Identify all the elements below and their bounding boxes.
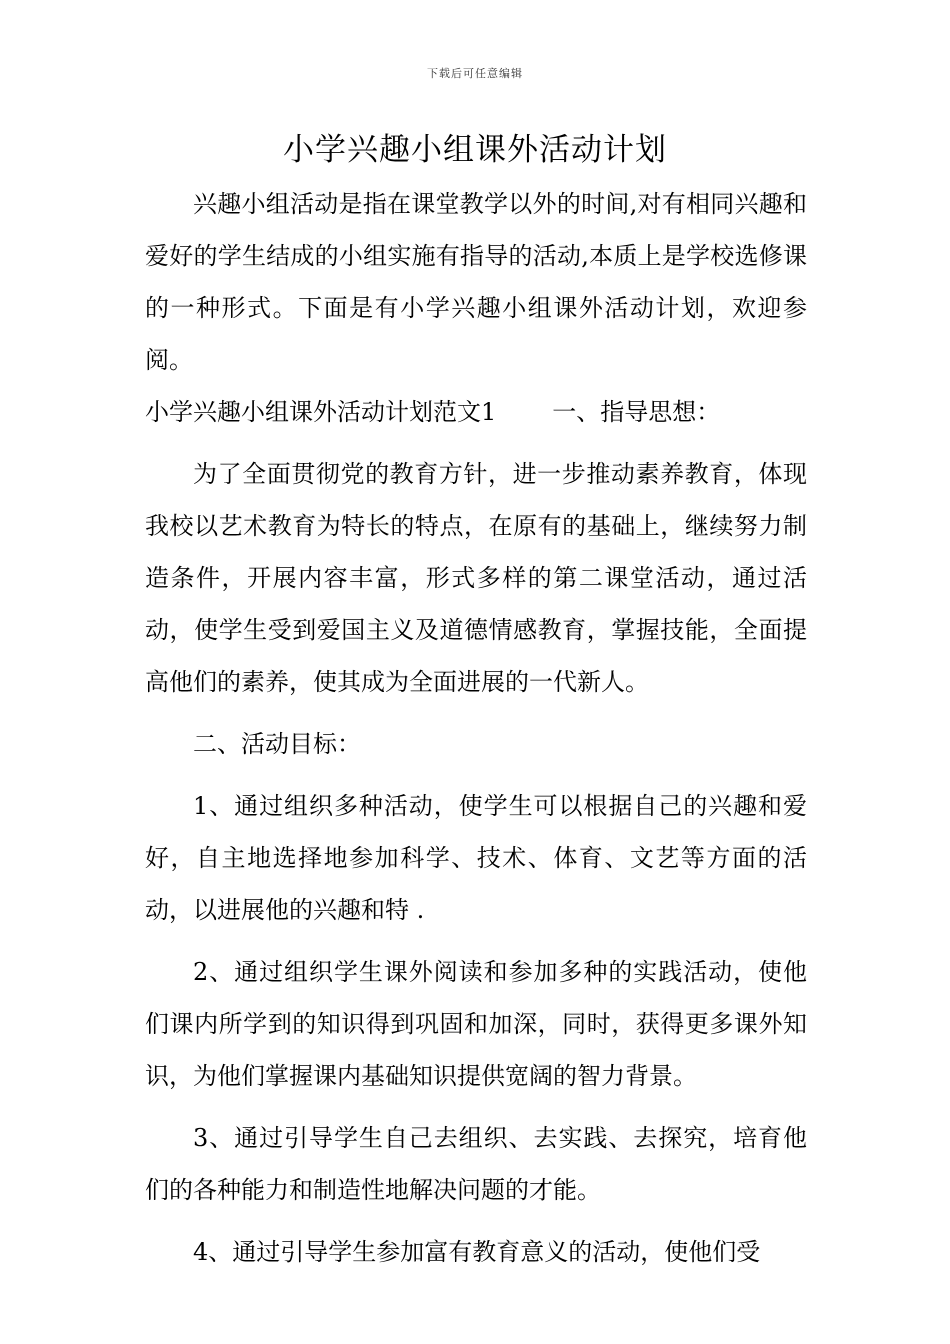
document-body [145, 178, 807, 1278]
example-heading-line [145, 386, 807, 438]
example-heading: 小学兴趣小组课外活动计划范文1 [145, 398, 497, 426]
goal-item-3: 3、通过引导学生自己去组织、去实践、去探究，培育他们的各种能力和制造性地解决问题的才能。 [145, 1124, 807, 1204]
intro-paragraph: 兴趣小组活动是指在课堂教学以外的时间,对有相同兴趣和爱好的学生结成的小组实施有指导的活动,本质上是学校选修课的一种形式。下面是有小学兴趣小组课外活动计划，欢迎参阅。 [145, 190, 807, 374]
goal-item-1: 1、通过组织多种活动，使学生可以根据自己的兴趣和爱好，自主地选择地参加科学、技术、体育、文艺等方面的活动，以进展他的兴趣和特 . [145, 792, 807, 924]
goal-item-2: 2、通过组织学生课外阅读和参加多种的实践活动，使他们课内所学到的知识得到巩固和加深，同时，获得更多课外知识，为他们掌握课内基础知识提供宽阔的智力背景。 [145, 958, 807, 1090]
section1-heading: 一、指导思想： [552, 398, 721, 426]
document-title: 小学兴趣小组课外活动计划 [283, 132, 667, 168]
section1-paragraph: 为了全面贯彻党的教育方针，进一步推动素养教育，体现我校以艺术教育为特长的特点，在原有的基础上，继续努力制造条件，开展内容丰富，形式多样的第二课堂活动，通过活动，使学生受到爱国主义及道德情感教育，掌握技能，全面提高他们的素养，使其成为全面进展的一代新人。 [145, 460, 807, 696]
header-note: 下载后可任意编辑 [427, 67, 523, 80]
section2-heading: 二、活动目标： [193, 730, 361, 758]
goal-item-4: 4、通过引导学生参加富有教育意义的活动，使他们受 [193, 1238, 761, 1266]
